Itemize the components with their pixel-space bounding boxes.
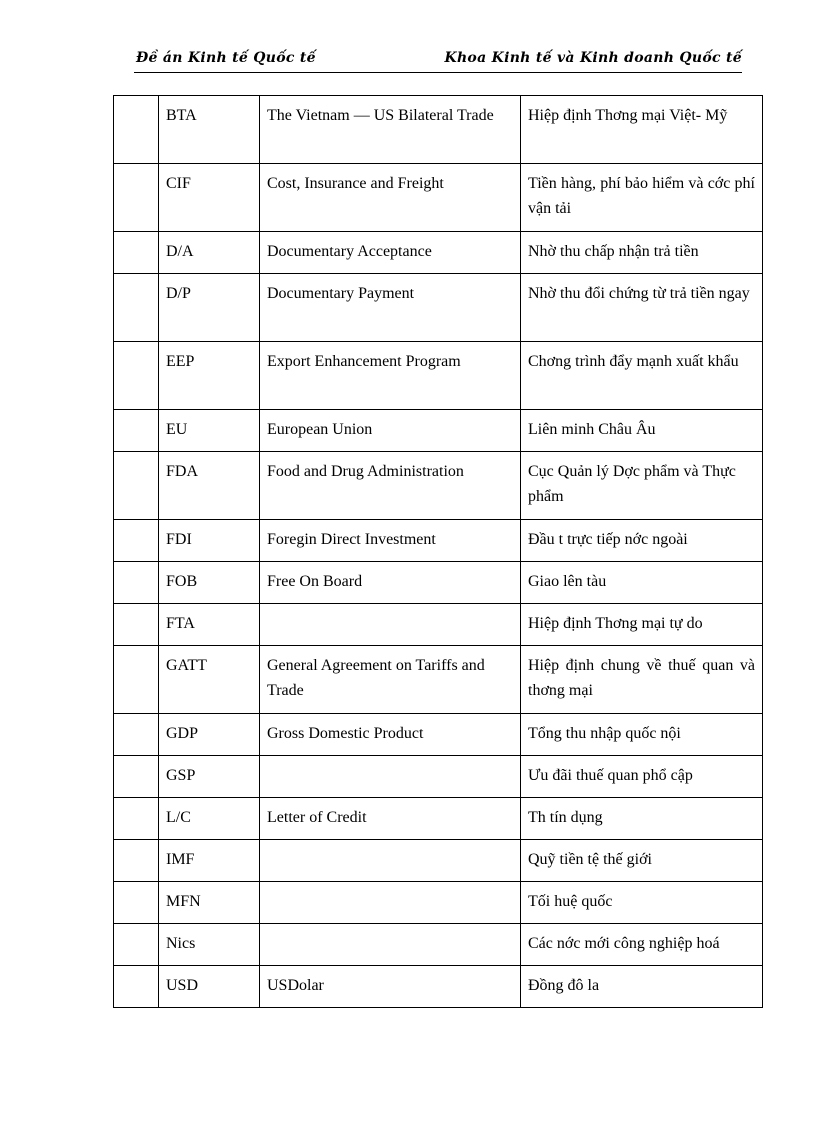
- blank-cell: [114, 520, 159, 562]
- vietnamese-term-cell: Nhờ thu đổi chứng từ trả tiền ngay: [521, 274, 763, 342]
- blank-cell: [114, 342, 159, 410]
- abbreviation-cell: GDP: [159, 714, 260, 756]
- blank-cell: [114, 798, 159, 840]
- abbreviation-cell: EU: [159, 410, 260, 452]
- vietnamese-term-cell: Hiệp định Thơng mại Việt- Mỹ: [521, 96, 763, 164]
- vietnamese-term-cell: Chơng trình đẩy mạnh xuất khẩu: [521, 342, 763, 410]
- blank-cell: [114, 840, 159, 882]
- blank-cell: [114, 164, 159, 232]
- blank-cell: [114, 232, 159, 274]
- blank-cell: [114, 274, 159, 342]
- english-term-cell: The Vietnam — US Bilateral Trade: [260, 96, 521, 164]
- abbreviation-cell: GSP: [159, 756, 260, 798]
- table-row: [114, 274, 763, 342]
- english-term-cell: General Agreement on Tariffs and Trade: [260, 646, 521, 714]
- abbreviation-cell: CIF: [159, 164, 260, 232]
- abbreviation-cell: FOB: [159, 562, 260, 604]
- english-term-cell: USDolar: [260, 966, 521, 1008]
- vietnamese-term-cell: Tiền hàng, phí bảo hiểm và cớc phí vận tải: [521, 164, 763, 232]
- table-row: [114, 232, 763, 274]
- vietnamese-term-cell: Hiệp định Thơng mại tự do: [521, 604, 763, 646]
- vietnamese-term-cell: Các nớc mới công nghiệp hoá: [521, 924, 763, 966]
- table-row: [114, 410, 763, 452]
- blank-cell: [114, 882, 159, 924]
- abbreviation-cell: GATT: [159, 646, 260, 714]
- abbreviation-cell: EEP: [159, 342, 260, 410]
- table-row: [114, 714, 763, 756]
- table-row: [114, 798, 763, 840]
- english-term-cell: Documentary Acceptance: [260, 232, 521, 274]
- vietnamese-term-cell: Tối huệ quốc: [521, 882, 763, 924]
- abbreviation-cell: FTA: [159, 604, 260, 646]
- abbreviation-cell: USD: [159, 966, 260, 1008]
- blank-cell: [114, 562, 159, 604]
- abbreviation-cell: MFN: [159, 882, 260, 924]
- english-term-cell: Letter of Credit: [260, 798, 521, 840]
- table-row: [114, 96, 763, 164]
- table-row: [114, 756, 763, 798]
- table-row: [114, 604, 763, 646]
- vietnamese-term-cell: Hiệp định chung về thuế quan và thơng mại: [521, 646, 763, 714]
- table-row: [114, 520, 763, 562]
- english-term-cell: [260, 882, 521, 924]
- english-term-cell: Export Enhancement Program: [260, 342, 521, 410]
- blank-cell: [114, 604, 159, 646]
- english-term-cell: Free On Board: [260, 562, 521, 604]
- table-row: [114, 562, 763, 604]
- english-term-cell: Gross Domestic Product: [260, 714, 521, 756]
- vietnamese-term-cell: Đồng đô la: [521, 966, 763, 1008]
- abbreviation-cell: L/C: [159, 798, 260, 840]
- table-row: [114, 646, 763, 714]
- abbreviation-cell: D/P: [159, 274, 260, 342]
- english-term-cell: European Union: [260, 410, 521, 452]
- blank-cell: [114, 410, 159, 452]
- vietnamese-term-cell: Ưu đãi thuế quan phổ cập: [521, 756, 763, 798]
- blank-cell: [114, 966, 159, 1008]
- english-term-cell: [260, 840, 521, 882]
- english-term-cell: [260, 604, 521, 646]
- abbreviation-cell: BTA: [159, 96, 260, 164]
- english-term-cell: Documentary Payment: [260, 274, 521, 342]
- table-row: [114, 342, 763, 410]
- english-term-cell: Foregin Direct Investment: [260, 520, 521, 562]
- abbreviation-table: [113, 95, 763, 1008]
- table-row: [114, 840, 763, 882]
- blank-cell: [114, 756, 159, 798]
- table-row: [114, 452, 763, 520]
- english-term-cell: [260, 924, 521, 966]
- english-term-cell: Food and Drug Administration: [260, 452, 521, 520]
- vietnamese-term-cell: Tổng thu nhập quốc nội: [521, 714, 763, 756]
- blank-cell: [114, 924, 159, 966]
- abbreviation-cell: FDI: [159, 520, 260, 562]
- blank-cell: [114, 452, 159, 520]
- vietnamese-term-cell: Liên minh Châu Âu: [521, 410, 763, 452]
- table-row: [114, 882, 763, 924]
- abbreviation-cell: Nics: [159, 924, 260, 966]
- blank-cell: [114, 96, 159, 164]
- abbreviation-cell: IMF: [159, 840, 260, 882]
- vietnamese-term-cell: Đầu t trực tiếp nớc ngoài: [521, 520, 763, 562]
- table-row: [114, 966, 763, 1008]
- english-term-cell: [260, 756, 521, 798]
- vietnamese-term-cell: Th tín dụng: [521, 798, 763, 840]
- table-row: [114, 164, 763, 232]
- vietnamese-term-cell: Nhờ thu chấp nhận trả tiền: [521, 232, 763, 274]
- vietnamese-term-cell: Giao lên tàu: [521, 562, 763, 604]
- abbreviation-cell: FDA: [159, 452, 260, 520]
- header-right-title: Khoa Kinh tế và Kinh doanh Quốc tế: [444, 50, 742, 66]
- english-term-cell: Cost, Insurance and Freight: [260, 164, 521, 232]
- table-row: [114, 924, 763, 966]
- vietnamese-term-cell: Cục Quản lý Dợc phẩm và Thực phẩm: [521, 452, 763, 520]
- blank-cell: [114, 714, 159, 756]
- header-left-title: Đề án Kinh tế Quốc tế: [136, 50, 316, 66]
- vietnamese-term-cell: Quỹ tiền tệ thế giới: [521, 840, 763, 882]
- page-header: [134, 46, 742, 73]
- blank-cell: [114, 646, 159, 714]
- abbreviation-cell: D/A: [159, 232, 260, 274]
